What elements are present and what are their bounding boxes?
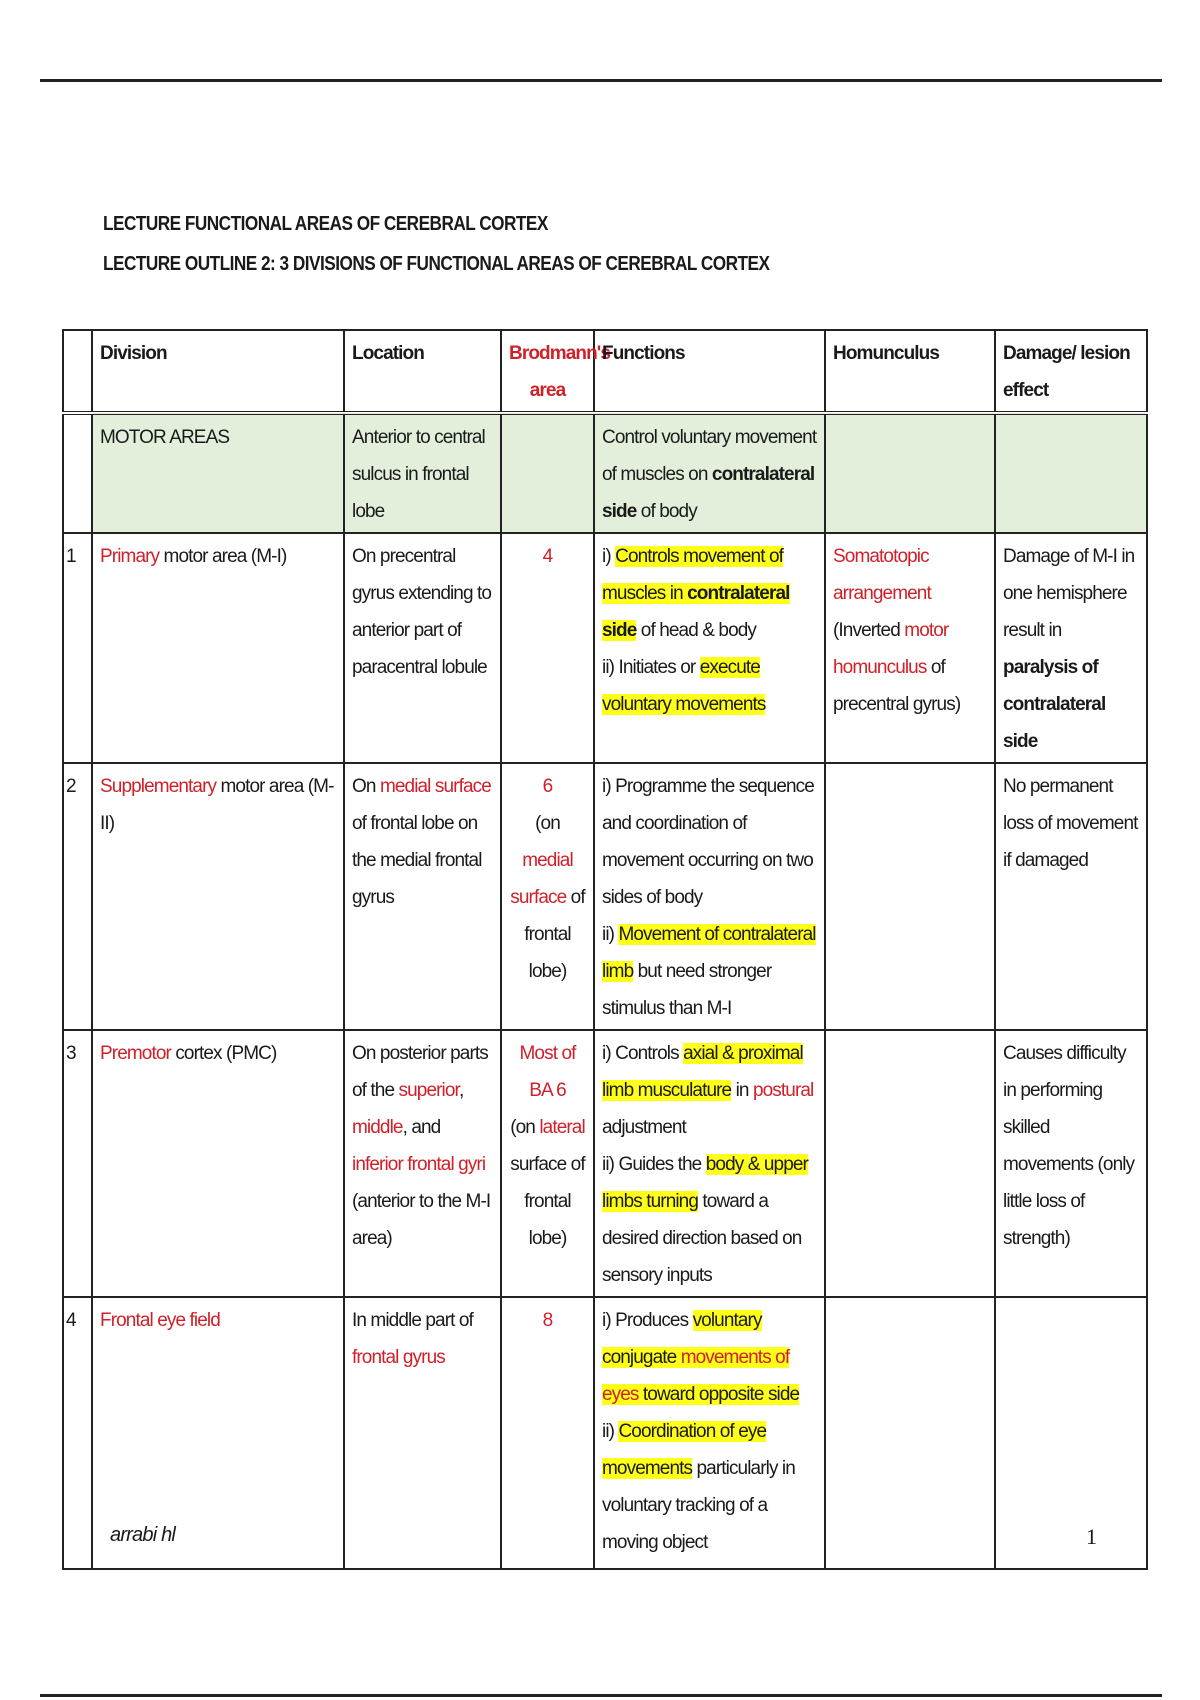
brodmann-cell: 4 <box>501 533 594 763</box>
row-number: 2 <box>63 763 92 1030</box>
header-number <box>63 330 92 413</box>
row-number: 4 <box>63 1297 92 1569</box>
header-location: Location <box>344 330 501 413</box>
division-cell: Premotor cortex (PMC) <box>92 1030 344 1297</box>
location-cell: In middle part of frontal gyrus <box>344 1297 501 1569</box>
header-division: Division <box>92 330 344 413</box>
table-header-row <box>63 330 1147 413</box>
table-row <box>63 763 1147 1030</box>
table-row <box>63 533 1147 763</box>
location-cell: On precentral gyrus extending to anterior part of paracentral lobule <box>344 533 501 763</box>
motor-location-cell: Anterior to central sulcus in frontal lobe <box>344 413 501 533</box>
damage-cell: Causes difficulty in performing skilled movements (only little loss of strength) <box>995 1030 1147 1297</box>
table-row <box>63 1030 1147 1297</box>
functions-cell: i) Controls axial & proximal limb musculature in postural adjustment ii) Guides the body & upper limbs turning toward a desired direction based on sensory inputs <box>594 1030 825 1297</box>
brodmann-cell: 8 <box>501 1297 594 1569</box>
motor-division-cell: MOTOR AREAS <box>92 413 344 533</box>
damage-cell: No permanent loss of movement if damaged <box>995 763 1147 1030</box>
lecture-title: LECTURE FUNCTIONAL AREAS OF CEREBRAL CORTEX <box>103 213 548 235</box>
table-row <box>63 1297 1147 1569</box>
header-damage: Damage/ lesion effect <box>995 330 1147 413</box>
header-functions: Functions <box>594 330 825 413</box>
functional-areas-table <box>62 329 1148 1570</box>
functions-cell: i) Produces voluntary conjugate movements of eyes toward opposite side ii) Coordination of eye movements particularly in voluntary tracking of a moving object <box>594 1297 825 1569</box>
homunculus-cell <box>825 763 995 1030</box>
row-number: 1 <box>63 533 92 763</box>
functions-cell: i) Programme the sequence and coordination of movement occurring on two sides of body ii) Movement of contralateral limb but need stronger stimulus than M-I <box>594 763 825 1030</box>
damage-cell <box>995 1297 1147 1569</box>
motor-damage-cell <box>995 413 1147 533</box>
lecture-outline-title: LECTURE OUTLINE 2: 3 DIVISIONS OF FUNCTIONAL AREAS OF CEREBRAL CORTEX <box>103 253 770 275</box>
bottom-rule <box>40 1694 1162 1697</box>
division-cell: Supplementary motor area (M-II) <box>92 763 344 1030</box>
header-homunculus: Homunculus <box>825 330 995 413</box>
page-number: 1 <box>1086 1524 1097 1549</box>
division-cell: Primary motor area (M-I) <box>92 533 344 763</box>
location-cell: On posterior parts of the superior, middle, and inferior frontal gyri (anterior to the M-I area) <box>344 1030 501 1297</box>
motor-functions-cell: Control voluntary movement of muscles on contralateral side of body <box>594 413 825 533</box>
location-cell: On medial surface of frontal lobe on the medial frontal gyrus <box>344 763 501 1030</box>
homunculus-cell: Somatotopic arrangement (Inverted motor homunculus of precentral gyrus) <box>825 533 995 763</box>
header-brodmann: Brodmann's area <box>501 330 594 413</box>
row-number: 3 <box>63 1030 92 1297</box>
motor-number-cell <box>63 413 92 533</box>
motor-homunculus-cell <box>825 413 995 533</box>
document-titles <box>103 208 878 288</box>
motor-brodmann-cell <box>501 413 594 533</box>
homunculus-cell <box>825 1297 995 1569</box>
top-rule <box>40 79 1162 82</box>
functions-cell: i) Controls movement of muscles in contralateral side of head & body ii) Initiates or execute voluntary movements <box>594 533 825 763</box>
footer-author: arrabi hl <box>110 1524 176 1546</box>
division-cell: Frontal eye field <box>92 1297 344 1569</box>
motor-areas-row <box>63 413 1147 533</box>
brodmann-cell: 6 (on medial surface of frontal lobe) <box>501 763 594 1030</box>
homunculus-cell <box>825 1030 995 1297</box>
brodmann-cell: Most of BA 6 (on lateral surface of frontal lobe) <box>501 1030 594 1297</box>
damage-cell: Damage of M-I in one hemisphere result in paralysis of contralateral side <box>995 533 1147 763</box>
